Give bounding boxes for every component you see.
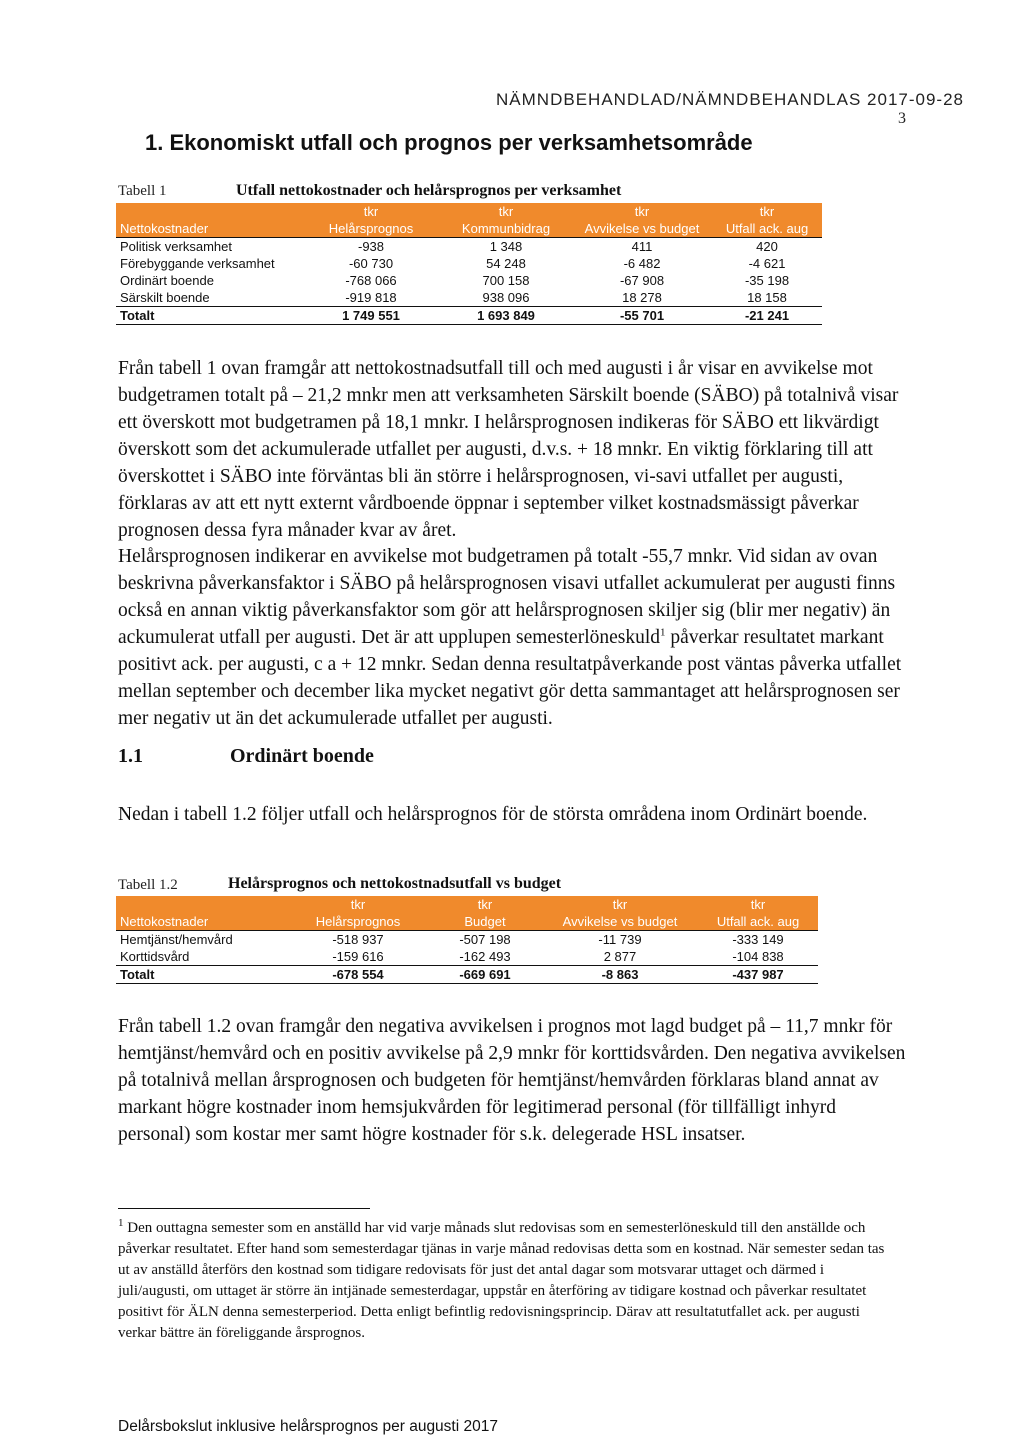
table2-unit-cell	[116, 896, 288, 913]
paragraph-3	[118, 801, 908, 828]
table-cell: Korttidsvård	[116, 948, 288, 966]
paragraph-text: Från tabell 1.2 ovan framgår den negativa avvikelsen i prognos mot lagd budget på – 11,7 mnkr för hemtjänst/hemvård och en positiv avvikelse på 2,9 mnkr för korttidsvården. Den negativa avvikelsen på totalnivå mellan årsprognosen och budgeten för hemtjänst/hemvården förklaras bland annat av markant högre kostnader inom hemsjukvården för legitimerad personal (för tillfälligt inhyrd personal) som kostar mer samt högre kostnader för s.k. delegerade HSL insatser.	[118, 1016, 906, 1145]
paragraph-2	[118, 543, 908, 732]
table1-unit-cell: tkr	[634, 204, 650, 219]
table-row	[116, 948, 818, 966]
paragraph-1	[118, 355, 908, 544]
table1-column-header: Avvikelse vs budget	[572, 220, 712, 238]
page-footer: Delårsbokslut inklusive helårsprognos per augusti 2017	[118, 1418, 498, 1435]
table1-label: Tabell 1	[118, 183, 167, 199]
table-cell: -21 241	[712, 307, 822, 325]
table-cell: Ordinärt boende	[120, 273, 214, 288]
table2-label: Tabell 1.2	[118, 877, 178, 893]
table-row	[116, 238, 822, 256]
table-cell: -60 730	[348, 256, 394, 271]
table2	[116, 896, 818, 984]
table-cell: -35 198	[744, 273, 790, 288]
table-cell: 411	[631, 239, 653, 254]
table-row	[116, 272, 822, 289]
table-cell: -11 739	[598, 932, 642, 947]
table-cell: -437 987	[698, 966, 818, 984]
paragraph-text-part: påverkar resultatet markant positivt ack. per augusti, c a + 12 mnkr. Sedan denna resultatpåverkande post väntas påverka utfallet mellan september och december lika mycket negativt gör detta sammantaget att helårsprognosen ser mer negativ ut än det ackumulerade utfallet per augusti.	[118, 627, 902, 729]
table-row	[116, 255, 822, 272]
table-cell: 1 348	[489, 239, 523, 254]
footnote-reference[interactable]: 1	[660, 626, 666, 639]
table2-total-row	[116, 966, 818, 984]
table-cell: -518 937	[332, 932, 384, 947]
table-cell: Politisk verksamhet	[120, 239, 232, 254]
table-cell: -6 482	[623, 256, 661, 271]
paragraph-text: Från tabell 1 ovan framgår att nettokostnadsutfall till och med augusti i år visar en avvikelse mot budgetramen totalt på – 21,2 mnkr men att verksamheten Särskilt boende (SÄBO) på totalnivå visar ett överskott mot budgetramen på 18,1 mnkr. I helårsprognosen indikeras för SÄBO ett likvärdigt överskott som det ackumulerade utfallet per augusti, d.v.s. + 18 mnkr. En viktig förklaring till att överskottet i SÄBO inte förväntas bli än större i helårsprognosen, vi-savi utfallet per augusti, förklaras av att ett nytt externt vårdboende öppnar i september vilket kostnadsmässigt påverkar prognosen dessa fyra månader kvar av året.	[118, 358, 899, 541]
table2-header-row	[116, 913, 818, 931]
table1-unit-cell: tkr	[498, 204, 514, 219]
table1-total-row	[116, 307, 822, 325]
table-cell: 18 158	[712, 289, 822, 307]
table-cell: Särskilt boende	[116, 289, 302, 307]
document-reference: NÄMNDBEHANDLAD/NÄMNDBEHANDLAS 2017-09-28	[496, 90, 964, 109]
table2-unit-cell: tkr	[750, 897, 766, 912]
table2-title: Helårsprognos och nettokostnadsutfall vs budget	[228, 875, 562, 892]
table-cell: Hemtjänst/hemvård	[120, 932, 233, 947]
footnote-body: Den outtagna semester som en anställd har vid varje månads slut redovisas som en semesterlöneskuld till den anställde och påverkar resultatet. Efter hand som semesterdagar tjänas in varje månad redovisas detta som en kostnad. När semester sedan tas ut av anställd återförs den kostnad som tidigare redovisats för just det antal dagar som motsvarar uttaget och därmed i juli/augusti, om uttaget är större än intjänade semesterdagar, uppstår en återföring av tidigare kostnad och påverkar resultatet positivt för ÄLN denna semesterperiod. Detta enligt befintlig redovisningsprincip. Därav att resultatutfallet ack. per augusti verkar bättre än föreliggande årsprognos.	[118, 1220, 885, 1341]
table-cell: Förebyggande verksamhet	[120, 256, 275, 271]
table-cell: -919 818	[302, 289, 440, 307]
table2-unit-cell: tkr	[477, 897, 493, 912]
paragraph-text: Nedan i tabell 1.2 följer utfall och helårsprognos för de största områdena inom Ordinärt boende.	[118, 804, 868, 825]
table-cell: 18 278	[572, 289, 712, 307]
footnote	[118, 1218, 898, 1344]
table-cell: -768 066	[345, 273, 397, 288]
subsection-title: Ordinärt boende	[230, 745, 374, 767]
footnote-text	[118, 1218, 898, 1344]
table-cell: -678 554	[288, 966, 428, 984]
table1	[116, 203, 822, 325]
table-cell: 700 158	[482, 273, 530, 288]
table1-column-header: Nettokostnader	[116, 220, 302, 238]
table2-column-header: Avvikelse vs budget	[542, 913, 698, 931]
table2-column-header: Utfall ack. aug	[698, 913, 818, 931]
paragraph-text-part: Helårsprognosen indikerar en avvikelse mot budgetramen på totalt -55,7 mnkr. Vid sidan av ovan beskrivna påverkansfaktor i SÄBO på helårsprognosen visavi utfallet ackumulerat per augusti finns också en annan viktig påverkansfaktor som gör att helårsprognosen skiljer sig (blir mer negativ) än ackumulerat utfall per augusti. Det är att upplupen semesterlöneskuld	[118, 546, 896, 648]
table-cell: 420	[756, 239, 778, 254]
table-row	[116, 289, 822, 307]
table1-unit-cell: tkr	[363, 204, 379, 219]
table2-unit-cell: tkr	[350, 897, 366, 912]
table-cell: -104 838	[698, 948, 818, 966]
table1-column-header: Helårsprognos	[302, 220, 440, 238]
table-cell: -8 863	[542, 966, 698, 984]
paragraph-text	[118, 543, 908, 732]
table-cell: Totalt	[116, 966, 288, 984]
table1-unit-cell: tkr	[759, 204, 775, 219]
table-cell: 938 096	[440, 289, 572, 307]
table-row	[116, 931, 818, 949]
table-cell: -669 691	[428, 966, 542, 984]
table1-unit-cell	[116, 203, 302, 220]
table1-column-header: Utfall ack. aug	[712, 220, 822, 238]
paragraph-4	[118, 1013, 908, 1148]
page-number: 3	[898, 110, 906, 127]
section-heading: 1. Ekonomiskt utfall och prognos per verksamhetsområde	[145, 130, 753, 155]
table-cell: -55 701	[572, 307, 712, 325]
table-cell: 1 749 551	[302, 307, 440, 325]
table-cell: -159 616	[288, 948, 428, 966]
table-cell: -507 198	[459, 932, 511, 947]
table-cell: -67 908	[619, 273, 665, 288]
table2-column-header: Helårsprognos	[288, 913, 428, 931]
table-cell: -333 149	[732, 932, 784, 947]
table1-unit-row	[116, 203, 822, 220]
table2-column-header: Budget	[428, 913, 542, 931]
table2-unit-row	[116, 896, 818, 913]
footnote-marker: 1	[118, 1217, 124, 1229]
table1-title: Utfall nettokostnader och helårsprognos per verksamhet	[236, 182, 622, 199]
table1-header-row	[116, 220, 822, 238]
table-cell: 2 877	[542, 948, 698, 966]
subsection-number: 1.1	[118, 745, 143, 767]
table-cell: -162 493	[428, 948, 542, 966]
table-cell: 1 693 849	[440, 307, 572, 325]
table2-column-header: Nettokostnader	[116, 913, 288, 931]
table-cell: -938	[357, 239, 385, 254]
table-cell: Totalt	[116, 307, 302, 325]
table-cell: 54 248	[486, 256, 526, 271]
table1-column-header: Kommunbidrag	[440, 220, 572, 238]
footnote-divider	[118, 1208, 370, 1209]
table2-unit-cell: tkr	[612, 897, 628, 912]
table-cell: -4 621	[748, 256, 786, 271]
